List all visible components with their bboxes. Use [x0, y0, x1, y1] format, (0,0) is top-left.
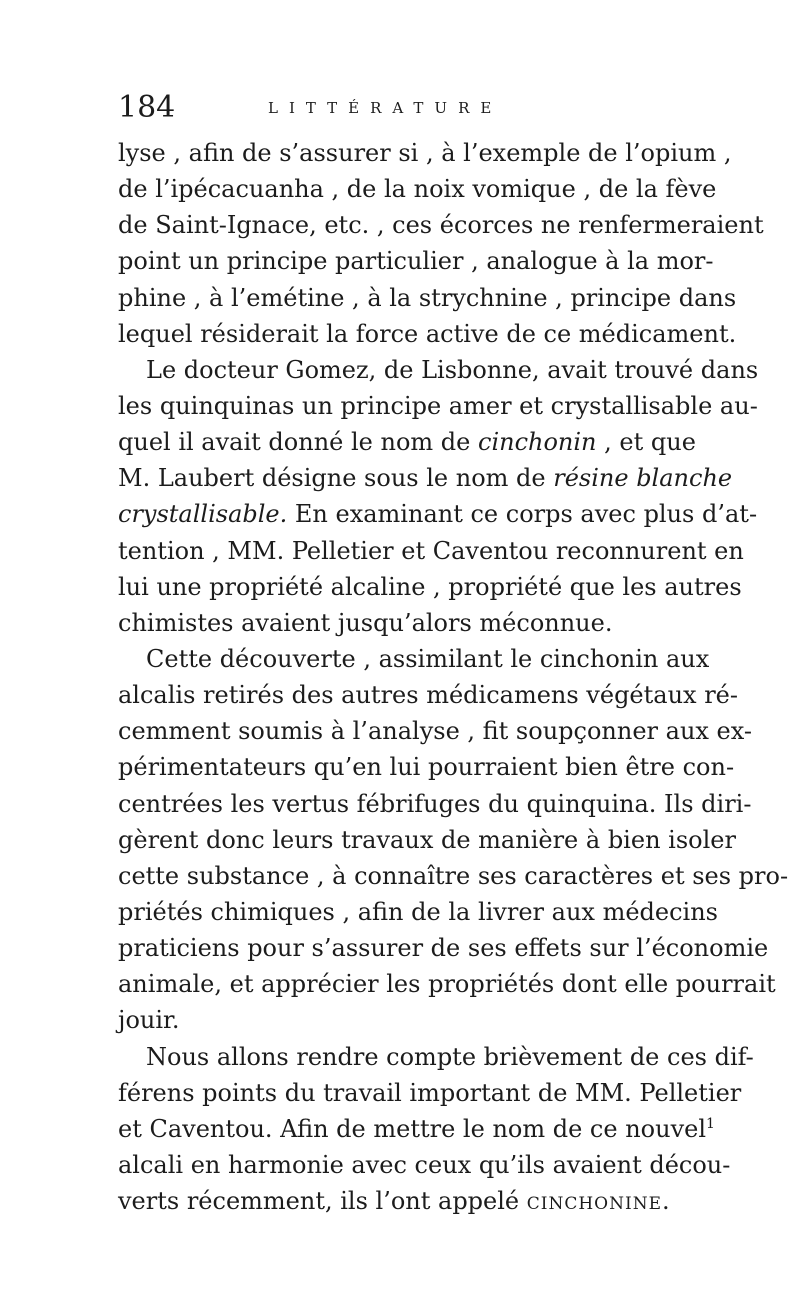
- text-line: jouir.: [118, 1006, 180, 1035]
- text-line: lyse , afin de s’assurer si , à l’exemple de l’opium ,: [118, 139, 732, 167]
- page-header: [118, 88, 678, 128]
- text-line: animale, et apprécier les propriétés dont elle pourrait: [118, 970, 776, 999]
- page-number: 184: [118, 90, 176, 125]
- italic-term: résine blanche: [553, 464, 733, 493]
- text-line: tention , MM. Pelletier et Caventou reconnurent en: [118, 536, 744, 565]
- text-line: Le docteur Gomez, de Lisbonne, avait trouvé dans: [146, 355, 759, 384]
- text-line: M. Laubert désigne sous le nom de résine blanche: [118, 464, 733, 493]
- text-line: de Saint-Ignace, etc. , ces écorces ne renfermeraient: [118, 211, 764, 240]
- text-line: crystallisable. En examinant ce corps avec plus d’at-: [118, 500, 758, 529]
- text-line: les quinquinas un principe amer et crystallisable au-: [118, 391, 758, 420]
- small-caps-term: cinchonine.: [526, 1187, 671, 1216]
- text-line: alcali en harmonie avec ceux qu’ils avaient décou-: [118, 1150, 731, 1179]
- footnote-marker: 1: [706, 1115, 715, 1132]
- text-line: périmentateurs qu’en lui pourraient bien être con-: [118, 753, 735, 782]
- text-line: point un principe particulier , analogue à la mor-: [118, 247, 714, 276]
- text-line: Cette découverte , assimilant le cinchonin aux: [146, 644, 710, 673]
- text-line: chimistes avaient jusqu’alors méconnue.: [118, 608, 613, 637]
- text-line: verts récemment, ils l’ont appelé cinchonine.: [118, 1187, 671, 1216]
- text-line: Nous allons rendre compte brièvement de ces dif-: [146, 1042, 754, 1071]
- text-line: cemment soumis à l’analyse , fit soupçonner aux ex-: [118, 717, 752, 746]
- text-line: alcalis retirés des autres médicamens végétaux ré-: [118, 681, 738, 710]
- text-line: férens points du travail important de MM. Pelletier: [118, 1078, 742, 1107]
- body-text: [118, 135, 789, 1219]
- running-head: LITTÉRATURE: [268, 99, 503, 117]
- text-line: priétés chimiques , afin de la livrer aux médecins: [118, 897, 718, 926]
- text-line: cette substance , à connaître ses caractères et ses pro-: [118, 861, 789, 890]
- text-line: praticiens pour s’assurer de ses effets sur l’économie: [118, 934, 769, 963]
- text-line: centrées les vertus fébrifuges du quinquina. Ils diri-: [118, 789, 752, 818]
- text-line: et Caventou. Afin de mettre le nom de ce nouvel$^1$: [118, 1114, 715, 1143]
- text-line: de l’ipécacuanha , de la noix vomique , de la fève: [118, 175, 717, 204]
- text-line: lequel résiderait la force active de ce médicament.: [118, 319, 737, 348]
- text-line: lui une propriété alcaline , propriété que les autres: [118, 572, 742, 601]
- italic-term: cinchonin: [478, 428, 597, 457]
- italic-term: crystallisable.: [118, 500, 288, 529]
- text-line: gèrent donc leurs travaux de manière à bien isoler: [118, 825, 736, 854]
- text-line: quel il avait donné le nom de cinchonin , et que: [118, 428, 696, 457]
- text-line: phine , à l’emétine , à la strychnine , principe dans: [118, 283, 737, 312]
